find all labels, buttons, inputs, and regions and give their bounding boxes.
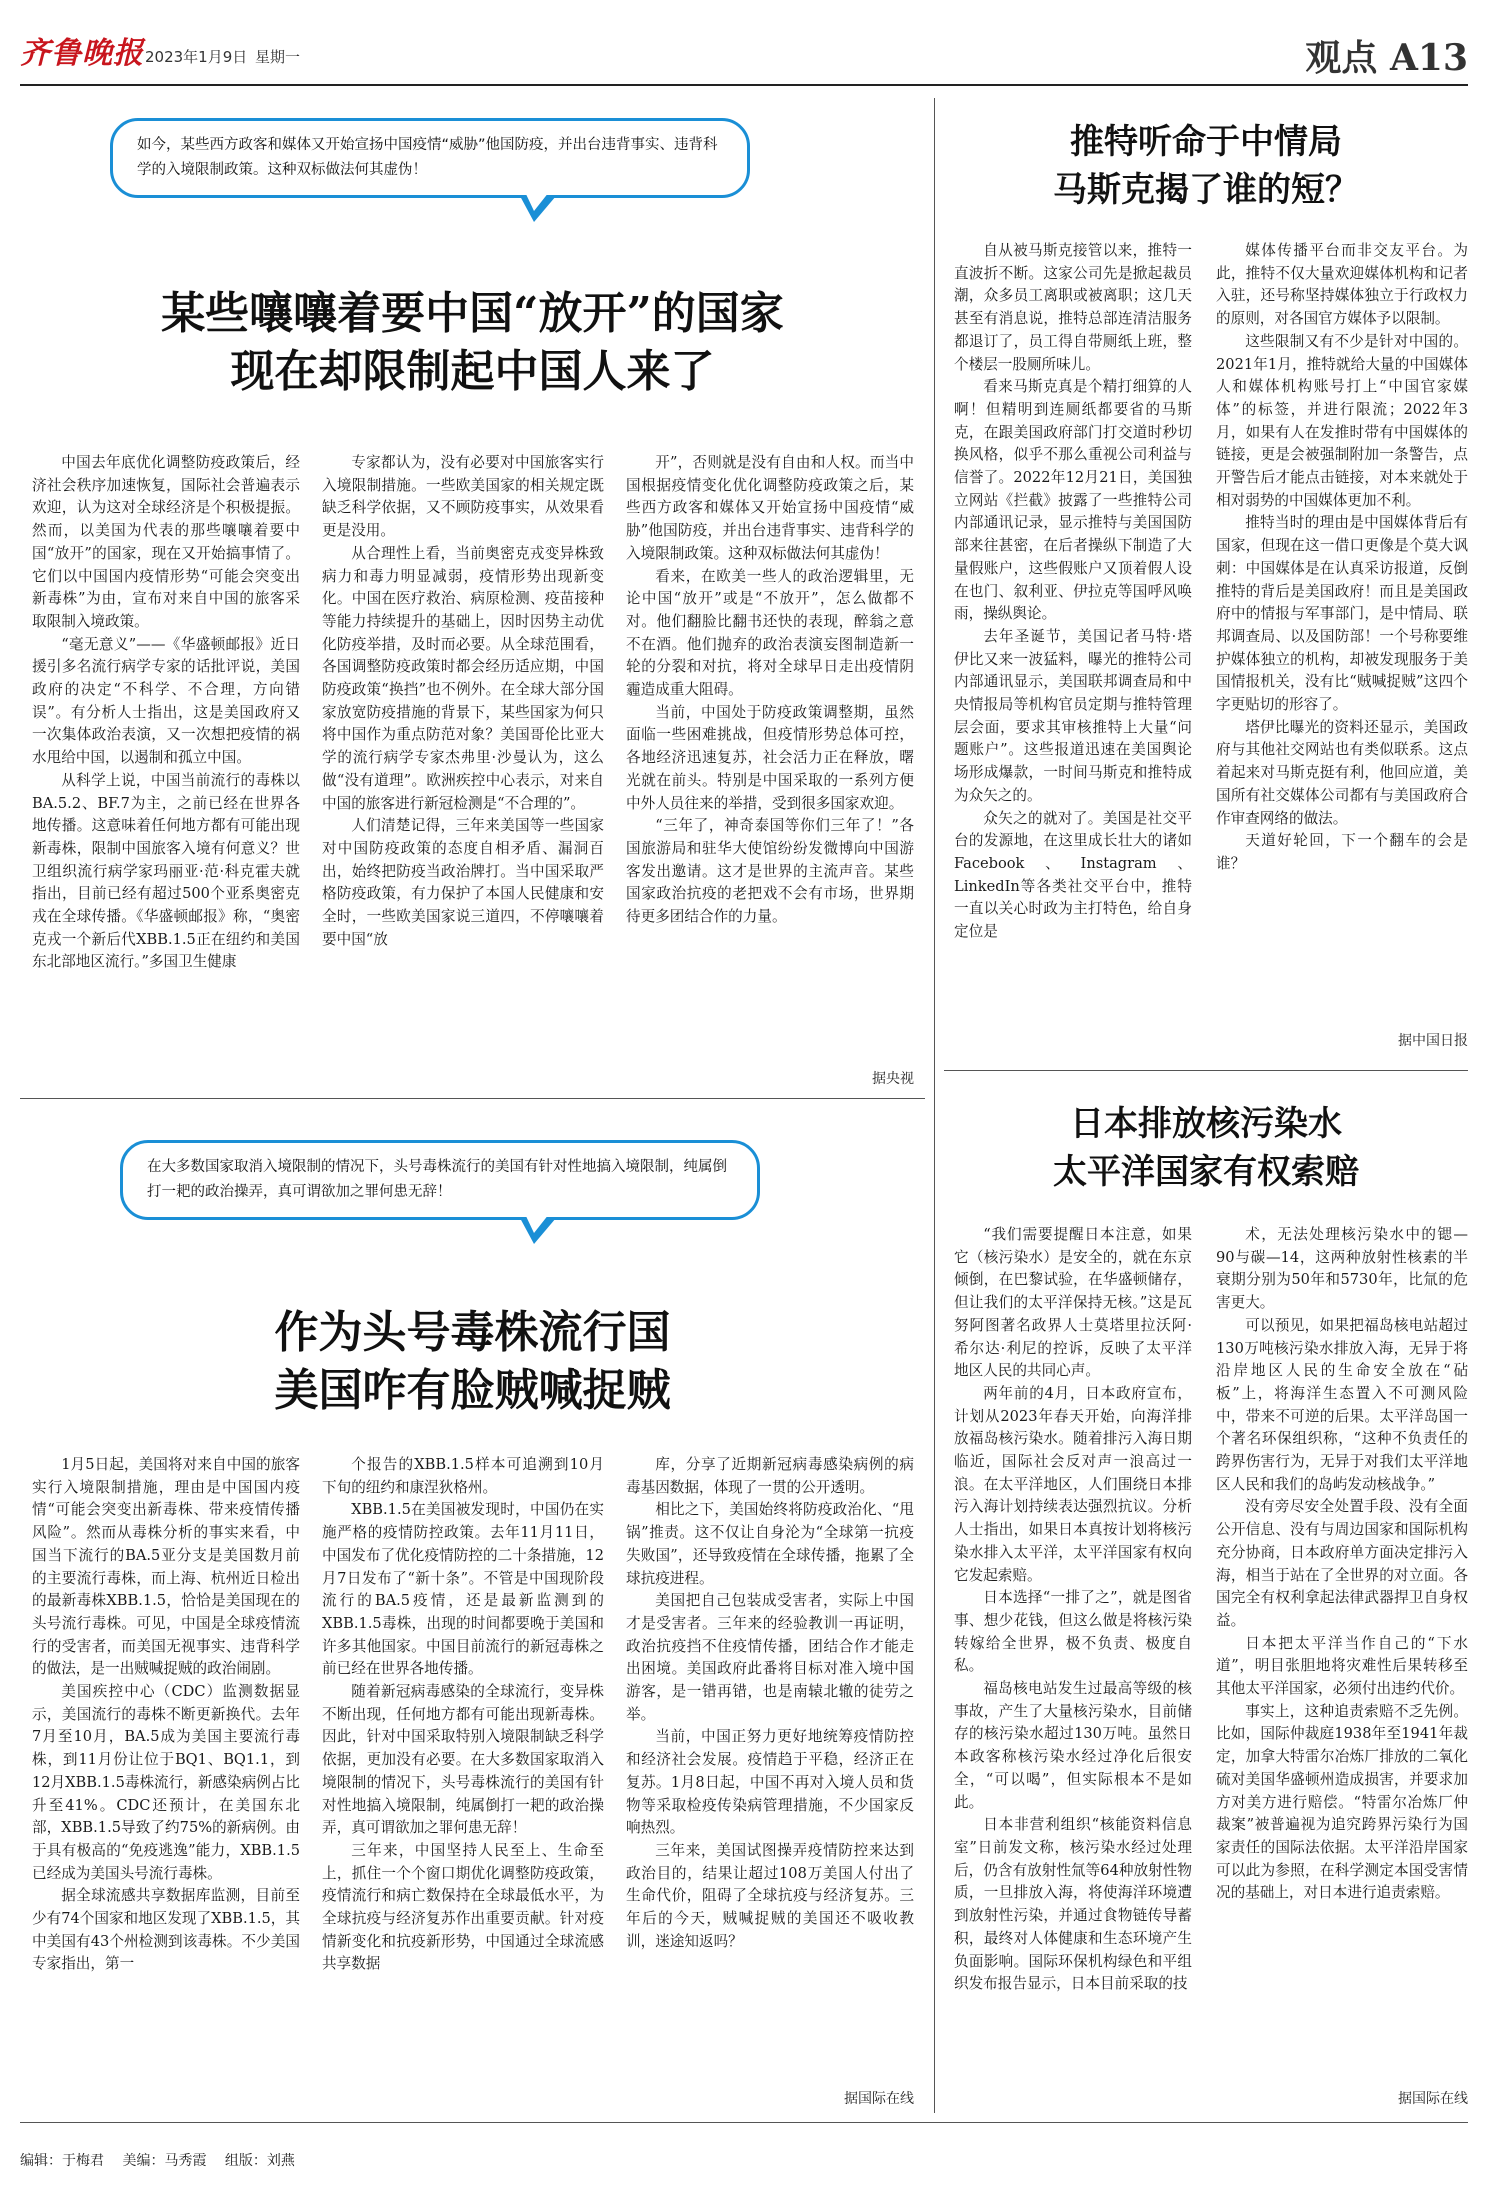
- paragraph: 事实上，这种追责索赔不乏先例。比如，国际仲裁庭1938年至1941年裁定，加拿大特雷尔冶炼厂排放的二氧化硫对美国华盛顿州造成损害，并要求加方对美方进行赔偿。“特雷尔冶炼厂仲裁案”被普遍视为追究跨界污染行为国家责任的国际法依据。太平洋沿岸国家可以此为参照，在科学测定本国受害情况的基础上，对日本进行追责索赔。: [1216, 1702, 1468, 1902]
- paragraph: 两年前的4月，日本政府宣布，计划从2023年春天开始，向海洋排放福岛核污染水。随着排污入海日期临近，国际社会反对声一浪高过一浪。在太平洋地区，人们围绕日本排污入海计划持续表达强烈抗议。分析人士指出，如果日本真按计划将核污染水排入太平洋，太平洋国家有权向它发起索赔。: [954, 1384, 1192, 1584]
- column-divider: [934, 98, 935, 2113]
- article1-column-1: [32, 452, 300, 974]
- article3-column-2: [1216, 240, 1468, 876]
- article2-column-3: [626, 1454, 914, 1953]
- paragraph: 看来，在欧美一些人的政治逻辑里，无论中国“放开”或是“不放开”，怎么做都不对。他们翻脸比翻书还快的表现，醉翁之意不在酒。他们抛弃的政治表演妄图制造新一轮的分裂和对抗，将对全球早日走出疫情阴霾造成重大阻碍。: [626, 567, 914, 699]
- paragraph: 三年来，美国试图操弄疫情防控来达到政治目的，结果让超过108万美国人付出了生命代价，阻碍了全球抗疫与经济复苏。三年后的今天，贼喊捉贼的美国还不吸收教训，迷途知返吗？: [626, 1841, 914, 1950]
- page-footer: [20, 2150, 309, 2170]
- paragraph: 众矢之的就对了。美国是社交平台的发源地，在这里成长壮大的诸如Facebook、Instagram、LinkedIn等各类社交平台中，推特一直以关心时政为主打特色，给自身定位是: [954, 809, 1192, 941]
- article2-note-wrap: [120, 1140, 760, 1220]
- paragraph: 日本非营利组织“核能资料信息室”日前发文称，核污染水经过处理后，仍含有放射性氚等64种放射性物质，一旦排放入海，将使海洋环境遭到放射性污染，并通过食物链传导蓄积，最终对人体健康和生态环境产生负面影响。国际环保机构绿色和平组织发布报告显示，日本目前采取的技: [954, 1816, 1192, 1993]
- article2-headline: [20, 1304, 925, 1420]
- section-name: 观点: [1305, 37, 1378, 79]
- paragraph: 日本把太平洋当作自己的“下水道”，明目张胆地将灾难性后果转移至其他太平洋国家，必须付出违约代价。: [1216, 1634, 1468, 1698]
- article4-title-line1: 日本排放核污染水: [1070, 1104, 1342, 1144]
- paragraph: 1月5日起，美国将对来自中国的旅客实行入境限制措施，理由是中国国内疫情“可能会突变出新毒株、带来疫情传播风险”。然而从毒株分析的事实来看，中国当下流行的BA.5亚分支是美国数月前的主要流行毒株，而上海、杭州近日检出的最新毒株XBB.1.5，恰恰是美国现在的头号流行毒株。可见，中国是全球疫情流行的受害者，而美国无视事实、违背科学的做法，是一出贼喊捉贼的政治闹剧。: [32, 1456, 300, 1678]
- paragraph: 专家都认为，没有必要对中国旅客实行入境限制措施。一些欧美国家的相关规定既缺乏科学依据，又不顾防疫事实，从效果看更是没用。: [322, 454, 604, 540]
- right-article-separator: [944, 1070, 1468, 1071]
- paragraph: 随着新冠病毒感染的全球流行，变异株不断出现，任何地方都有可能出现新毒株。因此，针对中国采取特别入境限制缺乏科学依据，更加没有必要。在大多数国家取消入境限制的情况下，头号毒株流行的美国有针对性地搞入境限制，纯属倒打一耙的政治操弄，真可谓欲加之罪何患无辞！: [322, 1683, 604, 1837]
- article2-column-2: [322, 1454, 604, 1976]
- article1-title-line1: 某些嚷嚷着要中国“放开”的国家: [161, 288, 784, 339]
- article3-column-1: [954, 240, 1192, 944]
- section-label: [1305, 30, 1468, 81]
- paragraph: 福岛核电站发生过最高等级的核事故，产生了大量核污染水，目前储存的核污染水超过130万吨。虽然日本政客称核污染水经过净化后很安全，“可以喝”，但实际根本不是如此。: [954, 1680, 1192, 1811]
- paragraph: 塔伊比曝光的资料还显示，美国政府与其他社交网站也有类似联系。这点着起来对马斯克挺有利，他回应道，美国所有社交媒体公司都有与美国政府合作审查网络的做法。: [1216, 718, 1468, 827]
- paragraph: 从科学上说，中国当前流行的毒株以BA.5.2、BF.7为主，之前已经在世界各地传播。这意味着任何地方都有可能出现新毒株，限制中国旅客入境有何意义？世卫组织流行病学家玛丽亚·范·科克霍夫就指出，目前已经有超过500个亚系奥密克戎在全球传播。《华盛顿邮报》称，“奥密克戎一个新后代XBB.1.5正在纽约和美国东北部地区流行。”多国卫生健康: [32, 771, 300, 971]
- paragraph: 中国去年底优化调整防疫政策后，经济社会秩序加速恢复，国际社会普遍表示欢迎，认为这对全球经济是个积极提振。然而，以美国为代表的那些嚷嚷着要中国“放开”的国家，现在又开始搞事情了。它们以中国国内疫情形势“可能会突变出新毒株”为由，宣布对来自中国的旅客采取限制入境政策。: [32, 454, 300, 630]
- article2-credit: 据国际在线: [844, 2091, 914, 2107]
- footer-rule: [20, 2122, 1468, 2123]
- footer-layout: 组版：刘燕: [224, 2153, 295, 2169]
- article3-headline: [944, 118, 1468, 214]
- paragraph: 开”，否则就是没有自由和人权。而当中国根据疫情变化优化调整防疫政策之后，某些西方政客和媒体又开始宣扬中国疫情“威胁”他国防疫，并出台违背事实、违背科学的入境限制政策。这种双标做法何其虚伪！: [626, 454, 914, 562]
- paragraph: “毫无意义”——《华盛顿邮报》近日援引多名流行病学专家的话批评说，美国政府的决定“不科学、不合理，方向错误”。有分析人士指出，这是美国政府又一次集体政治表演，又一次想把疫情的祸水甩给中国，以遏制和孤立中国。: [32, 635, 300, 767]
- paragraph: 当前，中国处于防疫政策调整期，虽然面临一些困难挑战，但疫情形势总体可控，各地经济迅速复苏，社会活力正在释放，曙光就在前头。特别是中国采取的一系列方便中外人员往来的举措，受到很多国家欢迎。: [626, 703, 914, 812]
- article4-title-line2: 太平洋国家有权索赔: [1053, 1152, 1359, 1192]
- article4-column-2: [1216, 1224, 1468, 1905]
- paragraph: 术，无法处理核污染水中的锶—90与碳—14，这两种放射性核素的半衰期分别为50年和5730年，比氚的危害更大。: [1216, 1226, 1468, 1312]
- page-number: A13: [1389, 37, 1468, 79]
- issue-weekday: 星期一: [255, 48, 301, 66]
- paragraph: 日本选择“一排了之”，就是图省事、想少花钱，但这么做是将核污染转嫁给全世界，极不负责、极度自私。: [954, 1589, 1192, 1675]
- article1-column-3: [626, 452, 914, 929]
- article1-column-2: [322, 452, 604, 951]
- paragraph: XBB.1.5在美国被发现时，中国仍在实施严格的疫情防控政策。去年11月11日，中国发布了优化疫情防控的二十条措施，12月7日发布了“新十条”。不管是中国现阶段流行的BA.5疫情，还是最新监测到的XBB.1.5毒株，出现的时间都要晚于美国和许多其他国家。中国目前流行的新冠毒株之前已经在世界各地传播。: [322, 1501, 604, 1678]
- issue-date: 2023年1月9日: [145, 48, 248, 66]
- article4-column-1: [954, 1224, 1192, 1996]
- paragraph: 个报告的XBB.1.5样本可追溯到10月下旬的纽约和康涅狄格州。: [322, 1456, 604, 1496]
- paragraph: 自从被马斯克接管以来，推特一直波折不断。这家公司先是掀起裁员潮，众多员工离职或被离职；这几天甚至有消息说，推特总部连清洁服务都退订了，员工得自带厕纸上班，整个楼层一股厕所味儿。: [954, 242, 1192, 373]
- article1-note-wrap: [110, 118, 750, 198]
- paragraph: 当前，中国正努力更好地统筹疫情防控和经济社会发展。疫情趋于平稳，经济正在复苏。1月8日起，中国不再对入境人员和货物等采取检疫传染病管理措施，不少国家反响热烈。: [626, 1728, 914, 1837]
- article1-title-line2: 现在却限制起中国人来了: [230, 346, 715, 397]
- paragraph: 媒体传播平台而非交友平台。为此，推特不仅大量欢迎媒体机构和记者入驻，还号称坚持媒体独立于行政权力的原则，对各国官方媒体予以限制。: [1216, 242, 1468, 328]
- paragraph: 看来马斯克真是个精打细算的人啊！但精明到连厕纸都要省的马斯克，在跟美国政府部门打交道时秒切换风格，似乎不那么重视公司利益与信誉了。2022年12月21日，美国独立网站《拦截》披露了一些推特公司内部通讯记录，显示推特与美国国防部来往甚密，在后者操纵下制造了大量假账户，这些假账户又顶着假人设在也门、叙利亚、伊拉克等国呼风唤雨，操纵舆论。: [954, 378, 1192, 623]
- article1-credit: 据央视: [872, 1071, 914, 1087]
- article-separator: [20, 1098, 925, 1099]
- article1-note-tail: [520, 196, 556, 222]
- newspaper-logo: 齐鲁晚报: [20, 36, 144, 71]
- article2-title-line1: 作为头号毒株流行国: [274, 1307, 671, 1358]
- paragraph: 库，分享了近期新冠病毒感染病例的病毒基因数据，体现了一贯的公开透明。: [626, 1456, 914, 1496]
- paragraph: 美国疾控中心（CDC）监测数据显示，美国流行的毒株不断更新换代。去年7月至10月，BA.5成为美国主要流行毒株，到11月份让位于BQ1、BQ1.1，到12月XBB.1.5毒株流行，新感染病例占比升至41%。CDC还预计，在美国东北部，XBB.1.5导致了约75%的新病例。由于具有极高的“免疫逃逸”能力，XBB.1.5已经成为美国头号流行毒株。: [32, 1683, 300, 1882]
- article1-editor-note: 如今，某些西方政客和媒体又开始宣扬中国疫情“威胁”他国防疫，并出台违背事实、违背科学的入境限制政策。这种双标做法何其虚伪！: [110, 118, 750, 198]
- footer-art-editor: 美编：马秀霞: [122, 2153, 207, 2169]
- article3-title-line1: 推特听命于中情局: [1070, 122, 1342, 162]
- footer-editor: 编辑：于梅君: [20, 2153, 104, 2169]
- paragraph: 人们清楚记得，三年来美国等一些国家对中国防疫政策的态度自相矛盾、漏洞百出，始终把防疫当政治牌打。当中国采取严格防疫政策，有力保护了本国人民健康和安全时，一些欧美国家说三道四，不停嚷嚷着要中国“放: [322, 817, 604, 948]
- paragraph: 天道好轮回，下一个翻车的会是谁？: [1216, 832, 1468, 872]
- article2-title-line2: 美国咋有脸贼喊捉贼: [274, 1365, 671, 1416]
- article2-editor-note: 在大多数国家取消入境限制的情况下，头号毒株流行的美国有针对性地搞入境限制，纯属倒打一耙的政治操弄，真可谓欲加之罪何患无辞！: [120, 1140, 760, 1220]
- paragraph: 去年圣诞节，美国记者马特·塔伊比又来一波猛料，曝光的推特公司内部通讯显示，美国联邦调查局和中央情报局等机构官员定期与推特管理层会面，要求其审核推特上大量“问题账户”。这些报道迅速在美国舆论场形成爆款，一时间马斯克和推特成为众矢之的。: [954, 627, 1192, 804]
- masthead-rule: [20, 84, 1468, 86]
- article4-headline: [944, 1100, 1468, 1196]
- paragraph: 推特当时的理由是中国媒体背后有国家，但现在这一借口更像是个莫大讽刺：中国媒体是在认真采访报道，反倒推特的背后是美国政府！而且是美国政府中的情报与军事部门，是中情局、联邦调查局、以及国防部！一个号称要维护媒体独立的机构，却被发现服务于美国情报机关，没有比“贼喊捉贼”这四个字更贴切的形容了。: [1216, 514, 1468, 714]
- paragraph: 从合理性上看，当前奥密克戎变异株致病力和毒力明显减弱，疫情形势出现新变化。中国在医疗救治、病原检测、疫苗接种等能力持续提升的基础上，因时因势主动优化防疫举措，及时而必要。从全球范围看，各国调整防疫政策时都会经历适应期，中国防疫政策“换挡”也不例外。在全球大部分国家放宽防疫措施的背景下，某些国家为何只将中国作为重点防范对象？美国哥伦比亚大学的流行病学专家杰弗里·沙曼认为，这么做“没有道理”。欧洲疾控中心表示，对来自中国的旅客进行新冠检测是“不合理的”。: [322, 544, 604, 812]
- paragraph: 据全球流感共享数据库监测，目前至少有74个国家和地区发现了XBB.1.5，其中美国有43个州检测到该毒株。不少美国专家指出，第一: [32, 1887, 300, 1973]
- paragraph: 这些限制又有不少是针对中国的。2021年1月，推特就给大量的中国媒体人和媒体机构账号打上“中国官家媒体”的标签，并进行限流；2022年3月，如果有人在发推时带有中国媒体的链接，更是会被强制附加一条警告，点开警告后才能点击链接，对本来就处于相对弱势的中国媒体更加不利。: [1216, 332, 1468, 509]
- article4-credit: 据国际在线: [1398, 2091, 1468, 2107]
- article3-credit: 据中国日报: [1398, 1033, 1468, 1049]
- article3-title-line2: 马斯克揭了谁的短？: [1053, 170, 1359, 210]
- paragraph: 美国把自己包装成受害者，实际上中国才是受害者。三年来的经验教训一再证明，政治抗疫挡不住疫情传播，团结合作才能走出困境。美国政府此番将目标对准入境中国游客，是一错再错，也是南辕北辙的徒劳之举。: [626, 1592, 914, 1723]
- paragraph: 没有旁尽安全处置手段、没有全面公开信息、没有与周边国家和国际机构充分协商，日本政府单方面决定排污入海，相当于站在了全世界的对立面。各国完全有权利拿起法律武器捍卫自身权益。: [1216, 1498, 1468, 1629]
- paragraph: “我们需要提醒日本注意，如果它（核污染水）是安全的，就在东京倾倒，在巴黎试验，在华盛顿储存，但让我们的太平洋保持无核。”这是瓦努阿图著名政界人士莫塔里拉沃阿·希尔达·利尼的控诉，反映了太平洋地区人民的共同心声。: [954, 1226, 1192, 1380]
- paragraph: 可以预见，如果把福岛核电站超过130万吨核污染水排放入海，无异于将沿岸地区人民的生命安全放在“砧板”上，将海洋生态置入不可测风险中，带来不可逆的后果。太平洋岛国一个著名环保组织称，“这种不负责任的跨界伤害行为，无异于对我们太平洋地区人民和我们的岛屿发动核战争。”: [1216, 1316, 1468, 1493]
- paragraph: “三年了，神奇泰国等你们三年了！”各国旅游局和驻华大使馆纷纷发微博向中国游客发出邀请。这才是世界的主流声音。某些国家政治抗疫的老把戏不会有市场，世界期待更多团结合作的力量。: [626, 817, 914, 926]
- article2-column-1: [32, 1454, 300, 1976]
- article2-note-tail: [520, 1218, 556, 1244]
- article1-headline: [20, 285, 925, 401]
- paragraph: 三年来，中国坚持人民至上、生命至上，抓住一个个窗口期优化调整防疫政策，疫情流行和病亡数保持在全球最低水平，为全球抗疫与经济复苏作出重要贡献。针对疫情新变化和抗疫新形势，中国通过全球流感共享数据: [322, 1841, 604, 1973]
- paragraph: 相比之下，美国始终将防疫政治化、“甩锅”推责。这不仅让自身沦为“全球第一抗疫失败国”，还导致疫情在全球传播，拖累了全球抗疫进程。: [626, 1501, 914, 1587]
